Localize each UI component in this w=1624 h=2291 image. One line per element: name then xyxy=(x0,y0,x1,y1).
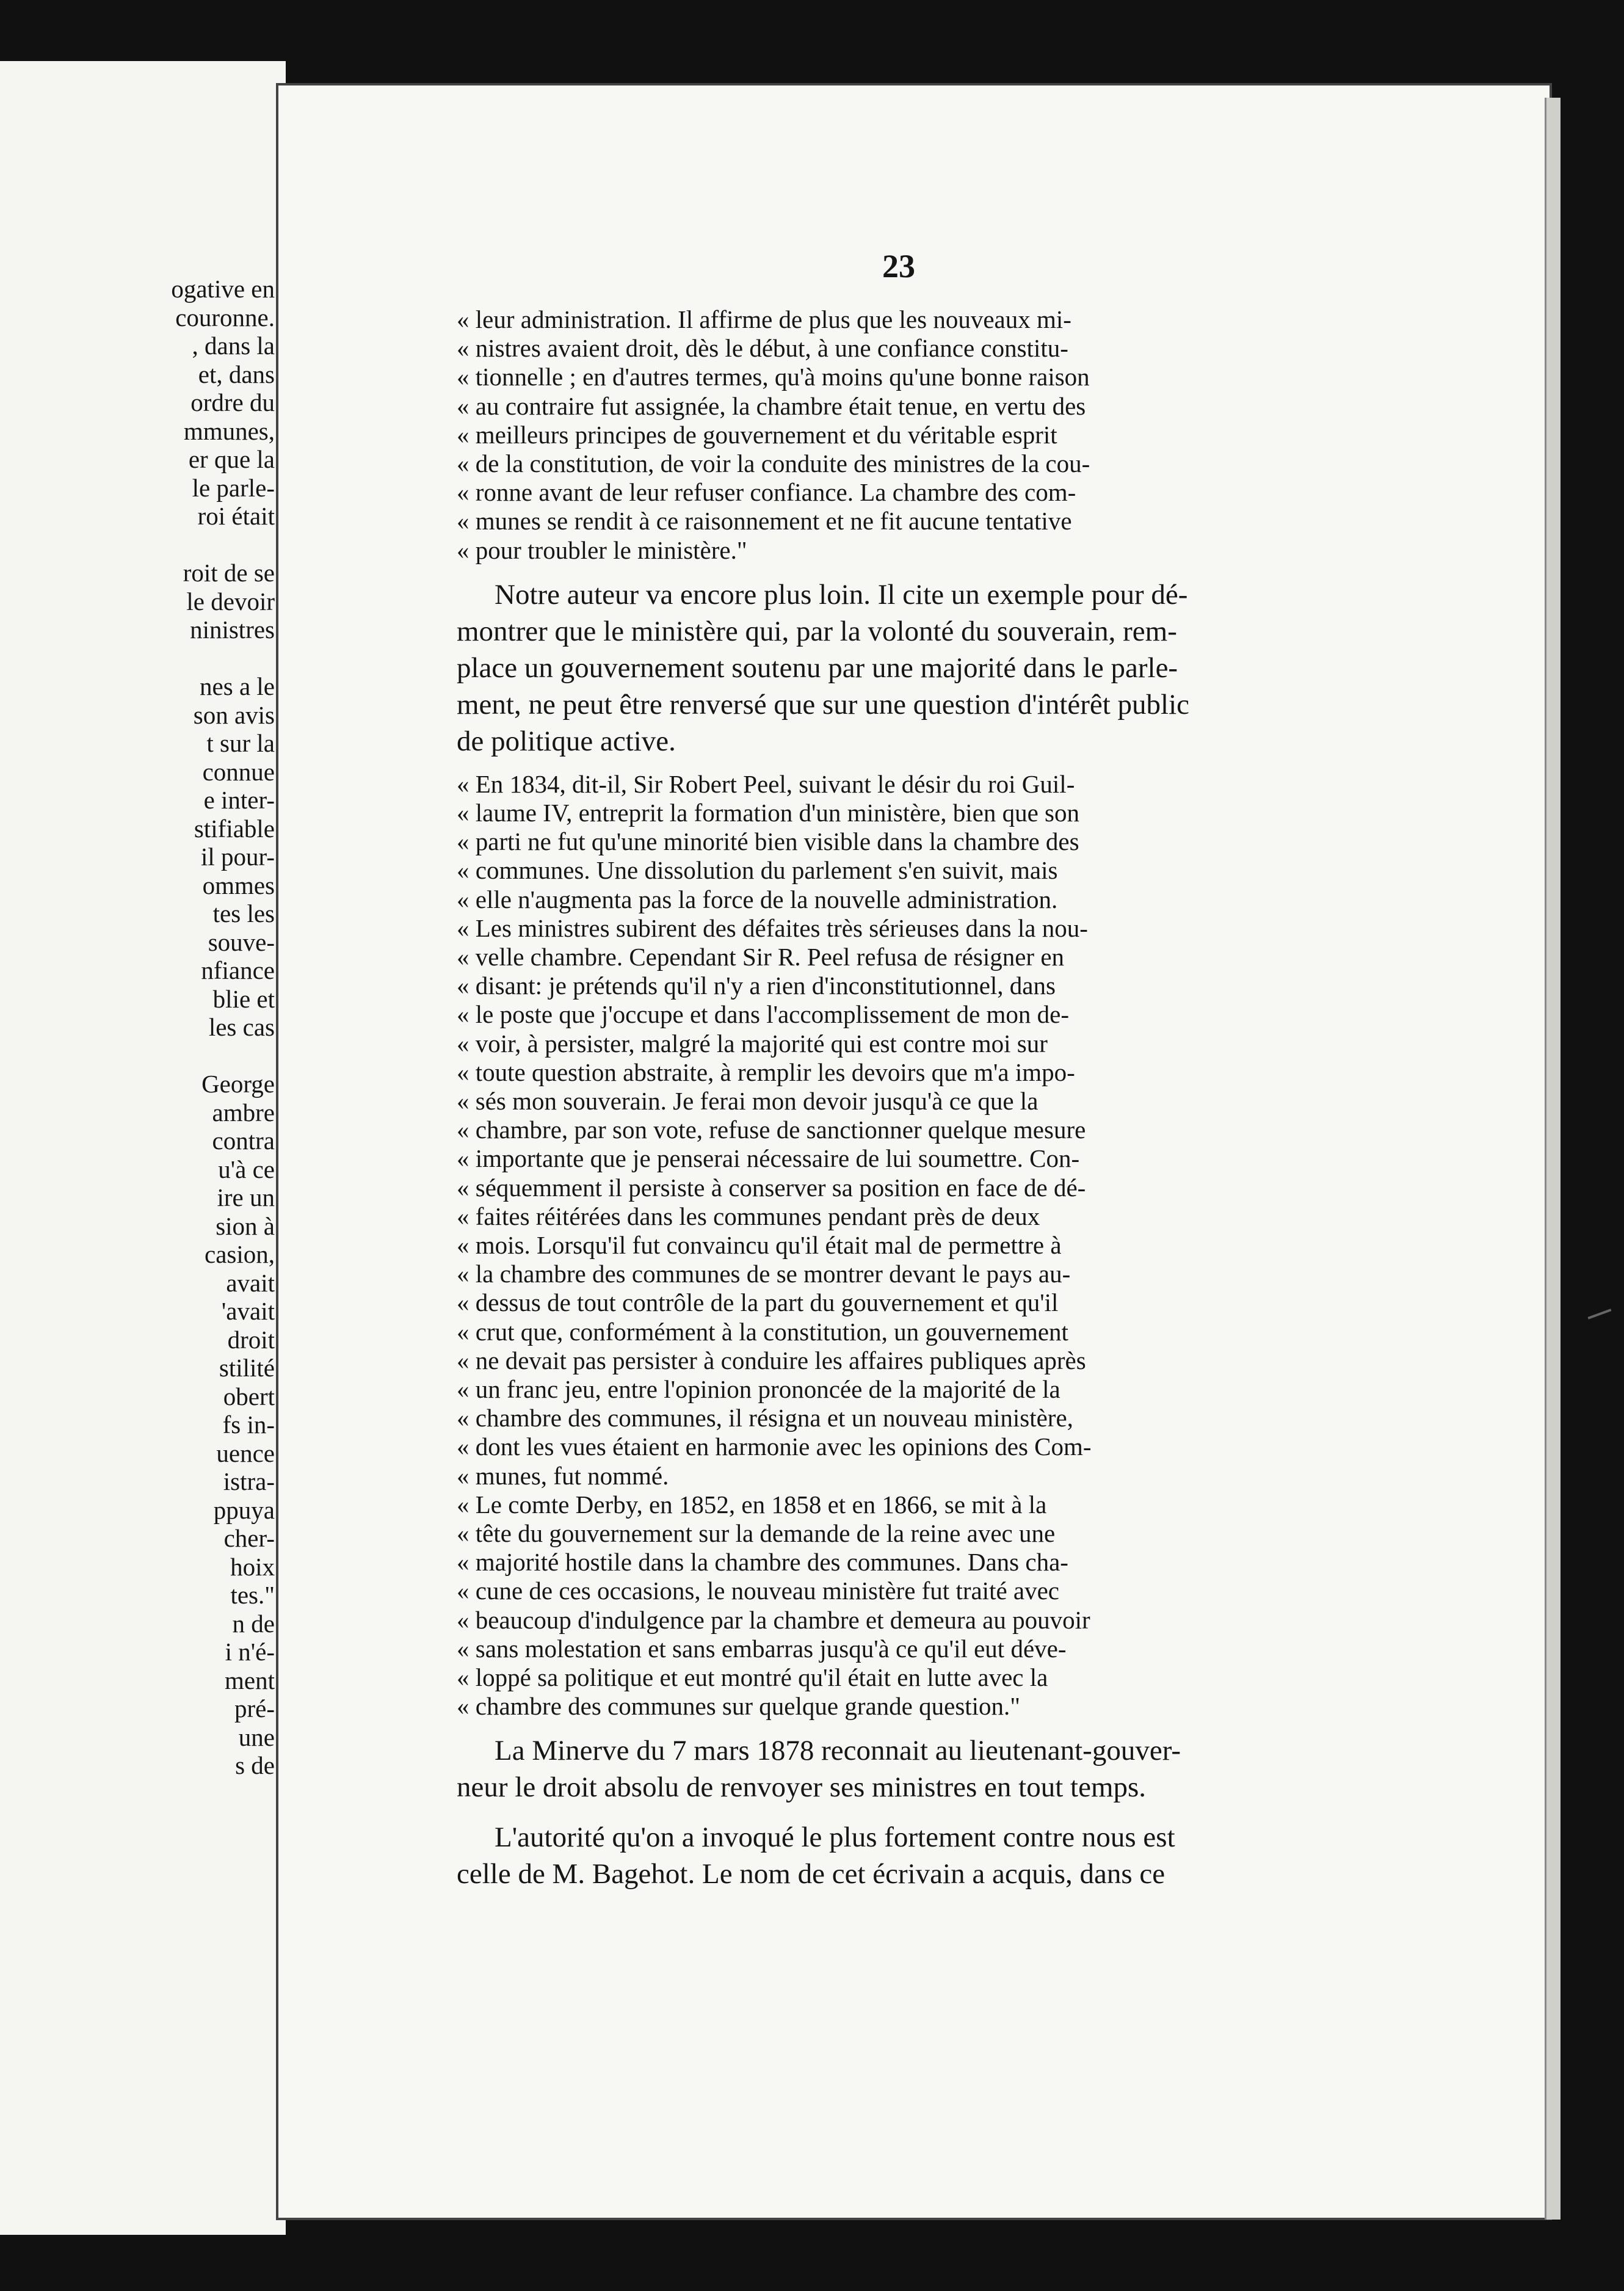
quotation-line: « ne devait pas persister à conduire les affaires publiques après xyxy=(457,1346,1086,1374)
paragraph-line: neur le droit absolu de renvoyer ses ministres en tout temps. xyxy=(457,1771,1147,1804)
quotation-line: « ronne avant de leur refuser confiance. La chambre des com- xyxy=(457,478,1076,507)
margin-mark xyxy=(1588,1309,1612,1319)
left-page-line: tes." xyxy=(230,1581,275,1609)
quotation-line: « tionnelle ; en d'autres termes, qu'à moins qu'une bonne raison xyxy=(457,363,1090,391)
quotation-line: « dont les vues étaient en harmonie avec les opinions des Com- xyxy=(457,1432,1092,1461)
paragraph-line: Notre auteur va encore plus loin. Il cite un exemple pour dé- xyxy=(495,578,1188,611)
quotation-line: « loppé sa politique et eut montré qu'il était en lutte avec la xyxy=(457,1663,1048,1691)
quotation-line: « le poste que j'occupe et dans l'accomplissement de mon de- xyxy=(457,1000,1070,1029)
quotation-line: « munes, fut nommé. xyxy=(457,1461,669,1490)
left-page-line: nfiance xyxy=(201,956,275,984)
left-page-line: mmunes, xyxy=(183,416,275,445)
paragraph-line: celle de M. Bagehot. Le nom de cet écrivain a acquis, dans ce xyxy=(457,1858,1165,1890)
quotation-line: « velle chambre. Cependant Sir R. Peel refusa de résigner en xyxy=(457,943,1065,971)
left-page-line: roi était xyxy=(197,502,275,530)
left-page-line: stilité xyxy=(219,1354,275,1382)
quotation-line: « Les ministres subirent des défaites très sérieuses dans la nou- xyxy=(457,913,1088,942)
left-page-line: sion à xyxy=(216,1211,275,1240)
quotation-line: « pour troubler le ministère." xyxy=(457,536,747,564)
left-page-line: er que la xyxy=(188,445,275,473)
quotation-line: « séquemment il persiste à conserver sa position en face de dé- xyxy=(457,1173,1086,1202)
quotation-line: « chambre des communes, il résigna et un nouveau ministère, xyxy=(457,1404,1073,1432)
quotation-line: « sans molestation et sans embarras jusqu'à ce qu'il eut déve- xyxy=(457,1634,1067,1663)
left-page-line: nes a le xyxy=(200,672,275,700)
left-page-line: roit de se xyxy=(183,559,275,587)
quotation-line: « chambre des communes sur quelque grande question." xyxy=(457,1692,1021,1721)
left-page-line: s de xyxy=(235,1751,275,1779)
quotation-line: « faites réitérées dans les communes pendant près de deux xyxy=(457,1202,1040,1230)
left-page-line: pré- xyxy=(234,1694,275,1723)
left-page-line: souve- xyxy=(208,928,275,956)
left-page-line: connue xyxy=(202,757,275,786)
left-page-line: ire un xyxy=(217,1183,275,1211)
page-number: 23 xyxy=(882,248,915,285)
left-page-line: une xyxy=(238,1723,275,1751)
left-page-line: avait xyxy=(226,1268,275,1297)
left-page-line: George xyxy=(201,1070,275,1098)
quotation-line: « sés mon souverain. Je ferai mon devoir jusqu'à ce que la xyxy=(457,1087,1039,1115)
paragraph-line: ment, ne peut être renversé que sur une question d'intérêt public xyxy=(457,688,1190,721)
left-page-line: ambre xyxy=(212,1098,275,1127)
left-page-line: son avis xyxy=(193,700,275,729)
quotation-line: « disant: je prétends qu'il n'y a rien d'inconstitutionnel, dans xyxy=(457,971,1056,1000)
left-page-line: blie et xyxy=(212,984,275,1013)
quotation-line: « voir, à persister, malgré la majorité qui est contre moi sur xyxy=(457,1029,1048,1058)
left-page-line: 'avait xyxy=(221,1297,275,1325)
paragraph-line: de politique active. xyxy=(457,725,676,757)
quotation-line: « laume IV, entreprit la formation d'un ministère, bien que son xyxy=(457,799,1079,827)
left-page-line: ment xyxy=(225,1666,275,1694)
left-page-line: droit xyxy=(227,1325,275,1354)
quotation-line: « de la constitution, de voir la conduite des ministres de la cou- xyxy=(457,449,1090,477)
quotation-line: « mois. Lorsqu'il fut convaincu qu'il était mal de permettre à xyxy=(457,1231,1062,1259)
left-page-line: ommes xyxy=(202,871,275,899)
quotation-line: « communes. Une dissolution du parlement s'en suivit, mais xyxy=(457,856,1058,885)
quotation-line: « dessus de tout contrôle de la part du gouvernement et qu'il xyxy=(457,1288,1059,1317)
quotation-line: « leur administration. Il affirme de plus que les nouveaux mi- xyxy=(457,305,1071,333)
left-page-fragment xyxy=(0,61,286,2235)
left-page-line: ppuya xyxy=(213,1495,275,1524)
quotation-line: « importante que je penserai nécessaire de lui soumettre. Con- xyxy=(457,1144,1080,1173)
left-page-line: t sur la xyxy=(206,729,275,757)
quotation-line: « toute question abstraite, à remplir les devoirs que m'a impo- xyxy=(457,1058,1075,1086)
left-page-line: stifiable xyxy=(194,814,275,843)
quotation-line: « nistres avaient droit, dès le début, à une confiance constitu- xyxy=(457,334,1068,363)
quotation-line: « crut que, conformément à la constitution, un gouvernement xyxy=(457,1317,1068,1346)
quotation-line: « la chambre des communes de se montrer devant le pays au- xyxy=(457,1260,1071,1288)
quotation-line: « cune de ces occasions, le nouveau ministère fut traité avec xyxy=(457,1577,1060,1605)
left-page-line: i n'é- xyxy=(225,1638,275,1666)
left-page-line: ogative en xyxy=(171,275,275,303)
quotation-line: « elle n'augmenta pas la force de la nouvelle administration. xyxy=(457,885,1058,913)
left-page-line: contra xyxy=(212,1127,275,1155)
left-page-line: e inter- xyxy=(203,786,275,814)
left-page-line: n de xyxy=(232,1609,275,1638)
left-page-line: hoix xyxy=(230,1552,275,1581)
left-page-line: fs in- xyxy=(222,1411,275,1439)
quotation-line: « beaucoup d'indulgence par la chambre et demeura au pouvoir xyxy=(457,1605,1090,1634)
left-page-line: il pour- xyxy=(200,843,275,871)
left-page-line: cher- xyxy=(223,1524,275,1552)
page-edge xyxy=(1545,98,1561,2220)
left-page-line: u'à ce xyxy=(218,1155,275,1183)
left-page-line: le parle- xyxy=(192,473,275,502)
quotation-line: « chambre, par son vote, refuse de sanctionner quelque mesure xyxy=(457,1116,1086,1144)
left-page-line: ninistres xyxy=(190,615,275,644)
left-page-line: obert xyxy=(223,1382,275,1411)
left-page-line: les cas xyxy=(208,1013,275,1041)
left-page-line: ordre du xyxy=(190,388,275,416)
left-page-line: couronne. xyxy=(175,303,275,332)
quotation-line: « Le comte Derby, en 1852, en 1858 et en 1866, se mit à la xyxy=(457,1490,1047,1519)
quotation-line: « un franc jeu, entre l'opinion prononcée de la majorité de la xyxy=(457,1375,1060,1403)
left-page-line: et, dans xyxy=(198,360,275,388)
left-page-line: le devoir xyxy=(186,587,275,615)
quotation-line: « au contraire fut assignée, la chambre était tenue, en vertu des xyxy=(457,391,1086,420)
paragraph-line: place un gouvernement soutenu par une majorité dans le parle- xyxy=(457,652,1178,684)
quotation-line: « munes se rendit à ce raisonnement et ne fit aucune tentative xyxy=(457,507,1072,536)
quotation-line: « En 1834, dit-il, Sir Robert Peel, suivant le désir du roi Guil- xyxy=(457,769,1075,798)
left-page-line: , dans la xyxy=(192,332,275,360)
left-page-line: tes les xyxy=(212,899,275,928)
left-page-line: istra- xyxy=(223,1467,275,1495)
left-page-line: uence xyxy=(216,1439,275,1467)
paragraph-line: La Minerve du 7 mars 1878 reconnait au lieutenant-gouver- xyxy=(495,1735,1181,1767)
quotation-line: « parti ne fut qu'une minorité bien visible dans la chambre des xyxy=(457,827,1079,856)
paragraph-line: L'autorité qu'on a invoqué le plus fortement contre nous est xyxy=(495,1821,1175,1854)
quotation-line: « meilleurs principes de gouvernement et du véritable esprit xyxy=(457,420,1057,449)
paragraph-line: montrer que le ministère qui, par la volonté du souverain, rem- xyxy=(457,615,1177,647)
left-page-line: casion, xyxy=(205,1240,275,1268)
quotation-line: « majorité hostile dans la chambre des communes. Dans cha- xyxy=(457,1548,1068,1577)
quotation-line: « tête du gouvernement sur la demande de la reine avec une xyxy=(457,1519,1056,1547)
